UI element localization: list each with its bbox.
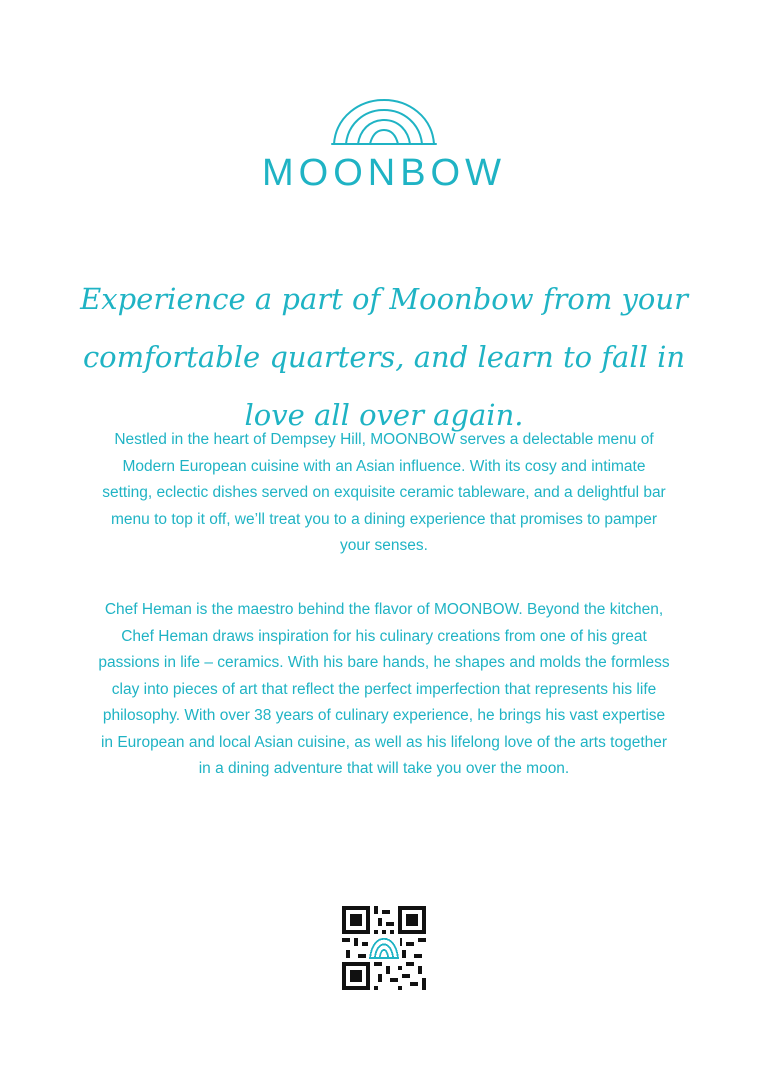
qr-code-icon[interactable] [342,906,426,990]
moonbow-arch-icon [330,96,438,148]
intro-paragraph: Nestled in the heart of Dempsey Hill, MOONBOW serves a delectable menu of Modern European cuisine with an Asian influence. With its cosy and intimate setting, eclectic dishes served on exquisite ceramic tableware, and a delightful bar menu to top it off, we’ll treat you to a dining experience that promises to pamper your senses. [102,431,666,554]
brand-name: MOONBOW [262,152,506,194]
tagline: Experience a part of Moonbow from your comfortable quarters, and learn to fall in love all over again. [80,282,688,432]
chef-paragraph: Chef Heman is the maestro behind the flavor of MOONBOW. Beyond the kitchen, Chef Heman draws inspiration for his culinary creations from one of his great passions in life – ceramics. With his bare hands, he shapes and molds the formless clay into pieces of art that reflect the perfect imperfection that represents his life philosophy. With over 38 years of culinary experience, he brings his vast expertise in European and local Asian cuisine, as well as his lifelong love of the arts together in a dining adventure that will take you over the moon. [98,601,670,777]
